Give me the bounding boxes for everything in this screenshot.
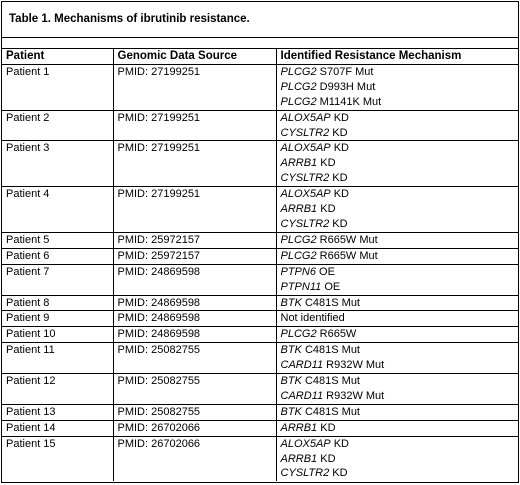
gene-name: CYSLTR2 (280, 217, 330, 230)
mechanism-detail: KD (329, 217, 348, 230)
patient-cell: Patient 5 (2, 232, 113, 248)
gene-name: ARRB1 (280, 452, 318, 465)
gene-name: PTPN11 (280, 280, 322, 293)
mechanism-detail: KD (330, 188, 349, 201)
mechanism-cell (276, 264, 518, 295)
mechanism-detail: C481S Mut (301, 344, 360, 357)
mechanism-line (281, 80, 519, 95)
mechanism-cell (276, 436, 518, 481)
gene-name: PLCG2 (280, 80, 317, 93)
mechanism-detail: KD (317, 452, 336, 465)
mechanism-line (281, 126, 519, 141)
source-cell: PMID: 25082755 (113, 374, 276, 405)
mechanism-detail: KD (330, 111, 349, 124)
source-cell: PMID: 24869598 (113, 311, 276, 327)
mechanism-line (281, 374, 519, 389)
table-row (2, 374, 518, 405)
mechanism-detail: R665W Mut (316, 233, 378, 246)
mechanism-cell (276, 311, 518, 327)
source-cell: PMID: 25972157 (113, 248, 276, 264)
gene-name: ARRB1 (280, 203, 318, 216)
gene-name: PLCG2 (280, 249, 317, 262)
source-cell: PMID: 24869598 (113, 295, 276, 311)
patient-cell: Patient 12 (2, 374, 113, 405)
table-row (2, 187, 518, 233)
table-body (2, 64, 518, 481)
table-row (2, 141, 518, 187)
table-row (2, 311, 518, 327)
source-cell: PMID: 24869598 (113, 264, 276, 295)
source-cell: PMID: 25082755 (113, 404, 276, 420)
mechanism-detail: KD (317, 203, 336, 216)
table-row (2, 436, 518, 481)
mechanism-detail: Not identified (280, 312, 345, 325)
mechanism-line (281, 466, 519, 481)
source-cell: PMID: 27199251 (113, 64, 276, 110)
mechanism-line (281, 389, 519, 404)
gene-name: CARD11 (280, 359, 324, 372)
source-cell: PMID: 26702066 (113, 436, 276, 481)
mechanism-line (281, 311, 519, 326)
header-genomic-data-source: Genomic Data Source (113, 49, 276, 65)
mechanism-cell (276, 420, 518, 436)
source-cell: PMID: 24869598 (113, 327, 276, 343)
gene-name: BTK (280, 375, 302, 388)
mechanism-detail: KD (329, 467, 348, 480)
mechanism-detail: KD (317, 157, 336, 170)
mechanism-line (281, 141, 519, 156)
mechanism-cell (276, 232, 518, 248)
mechanism-line (281, 217, 519, 232)
header-patient: Patient (2, 49, 113, 65)
mechanism-line (281, 265, 519, 280)
mechanism-line (281, 437, 519, 452)
gene-name: ALOX5AP (280, 188, 331, 201)
patient-cell: Patient 14 (2, 420, 113, 436)
gene-name: ALOX5AP (280, 142, 331, 155)
mechanism-line (281, 296, 519, 311)
mechanism-detail: KD (317, 421, 336, 434)
source-cell: PMID: 25972157 (113, 232, 276, 248)
patient-cell: Patient 4 (2, 187, 113, 233)
mechanism-cell (276, 374, 518, 405)
gene-name: BTK (280, 405, 302, 418)
patient-cell: Patient 15 (2, 436, 113, 481)
mechanism-line (281, 452, 519, 467)
table-row (2, 404, 518, 420)
table-row (2, 110, 518, 141)
mechanism-line (281, 187, 519, 202)
mechanism-detail: KD (330, 142, 349, 155)
mechanism-line (281, 249, 519, 264)
patient-cell: Patient 9 (2, 311, 113, 327)
gene-name: ARRB1 (280, 421, 318, 434)
table-caption: Table 1. Mechanisms of ibrutinib resistance. (2, 2, 518, 38)
mechanism-cell (276, 327, 518, 343)
patient-cell: Patient 11 (2, 343, 113, 374)
mechanism-detail: OE (321, 280, 341, 293)
patient-cell: Patient 13 (2, 404, 113, 420)
gene-name: ALOX5AP (280, 437, 331, 450)
table-row (2, 248, 518, 264)
source-cell: PMID: 25082755 (113, 343, 276, 374)
table-row (2, 327, 518, 343)
gene-name: PLCG2 (280, 328, 317, 341)
mechanism-detail: R932W Mut (323, 359, 385, 372)
gene-name: PLCG2 (280, 95, 317, 108)
mechanism-detail: KD (329, 172, 348, 185)
source-cell: PMID: 27199251 (113, 187, 276, 233)
mechanism-detail: M1141K Mut (316, 95, 382, 108)
patient-cell: Patient 6 (2, 248, 113, 264)
mechanism-line (281, 343, 519, 358)
mechanism-line (281, 327, 519, 342)
patient-cell: Patient 2 (2, 110, 113, 141)
mechanism-cell (276, 295, 518, 311)
patient-cell: Patient 10 (2, 327, 113, 343)
mechanism-detail: R932W Mut (323, 389, 385, 402)
source-cell: PMID: 26702066 (113, 420, 276, 436)
gene-name: BTK (280, 344, 302, 357)
mechanism-cell (276, 64, 518, 110)
mechanism-detail: KD (330, 437, 349, 450)
mechanism-cell (276, 141, 518, 187)
mechanism-line (281, 65, 519, 80)
mechanism-line (281, 156, 519, 171)
mechanism-detail: C481S Mut (301, 375, 360, 388)
mechanism-detail: C481S Mut (301, 405, 360, 418)
gene-name: PTPN6 (280, 265, 316, 278)
gene-name: CARD11 (280, 389, 324, 402)
patient-cell: Patient 1 (2, 64, 113, 110)
mechanism-detail: D993H Mut (316, 80, 376, 93)
mechanism-line (281, 111, 519, 126)
header-row (2, 49, 518, 65)
gene-name: PLCG2 (280, 233, 317, 246)
gene-name: BTK (280, 296, 302, 309)
source-cell: PMID: 27199251 (113, 110, 276, 141)
mechanism-cell (276, 343, 518, 374)
source-cell: PMID: 27199251 (113, 141, 276, 187)
mechanism-cell (276, 404, 518, 420)
mechanism-cell (276, 187, 518, 233)
mechanism-line (281, 358, 519, 373)
patient-cell: Patient 8 (2, 295, 113, 311)
gene-name: ALOX5AP (280, 111, 331, 124)
table-row (2, 420, 518, 436)
mechanism-line (281, 171, 519, 186)
mechanism-line (281, 95, 519, 110)
table-row (2, 64, 518, 110)
table-figure (1, 1, 519, 483)
mechanism-detail: OE (315, 265, 335, 278)
mechanism-cell (276, 110, 518, 141)
table-row (2, 343, 518, 374)
gene-name: PLCG2 (280, 65, 317, 78)
mechanism-line (281, 233, 519, 248)
resistance-table (2, 48, 518, 481)
mechanism-detail: R665W (316, 328, 357, 341)
gene-name: CYSLTR2 (280, 467, 330, 480)
table-row (2, 295, 518, 311)
mechanism-line (281, 421, 519, 436)
gene-name: CYSLTR2 (280, 126, 330, 139)
mechanism-line (281, 280, 519, 295)
mechanism-detail: S707F Mut (316, 65, 374, 78)
gene-name: CYSLTR2 (280, 172, 330, 185)
mechanism-cell (276, 248, 518, 264)
mechanism-line (281, 202, 519, 217)
mechanism-detail: C481S Mut (301, 296, 360, 309)
mechanism-detail: R665W Mut (316, 249, 378, 262)
gene-name: ARRB1 (280, 157, 318, 170)
patient-cell: Patient 7 (2, 264, 113, 295)
patient-cell: Patient 3 (2, 141, 113, 187)
mechanism-detail: KD (329, 126, 348, 139)
table-row (2, 232, 518, 248)
mechanism-line (281, 405, 519, 420)
header-resistance-mechanism: Identified Resistance Mechanism (276, 49, 518, 65)
table-row (2, 264, 518, 295)
